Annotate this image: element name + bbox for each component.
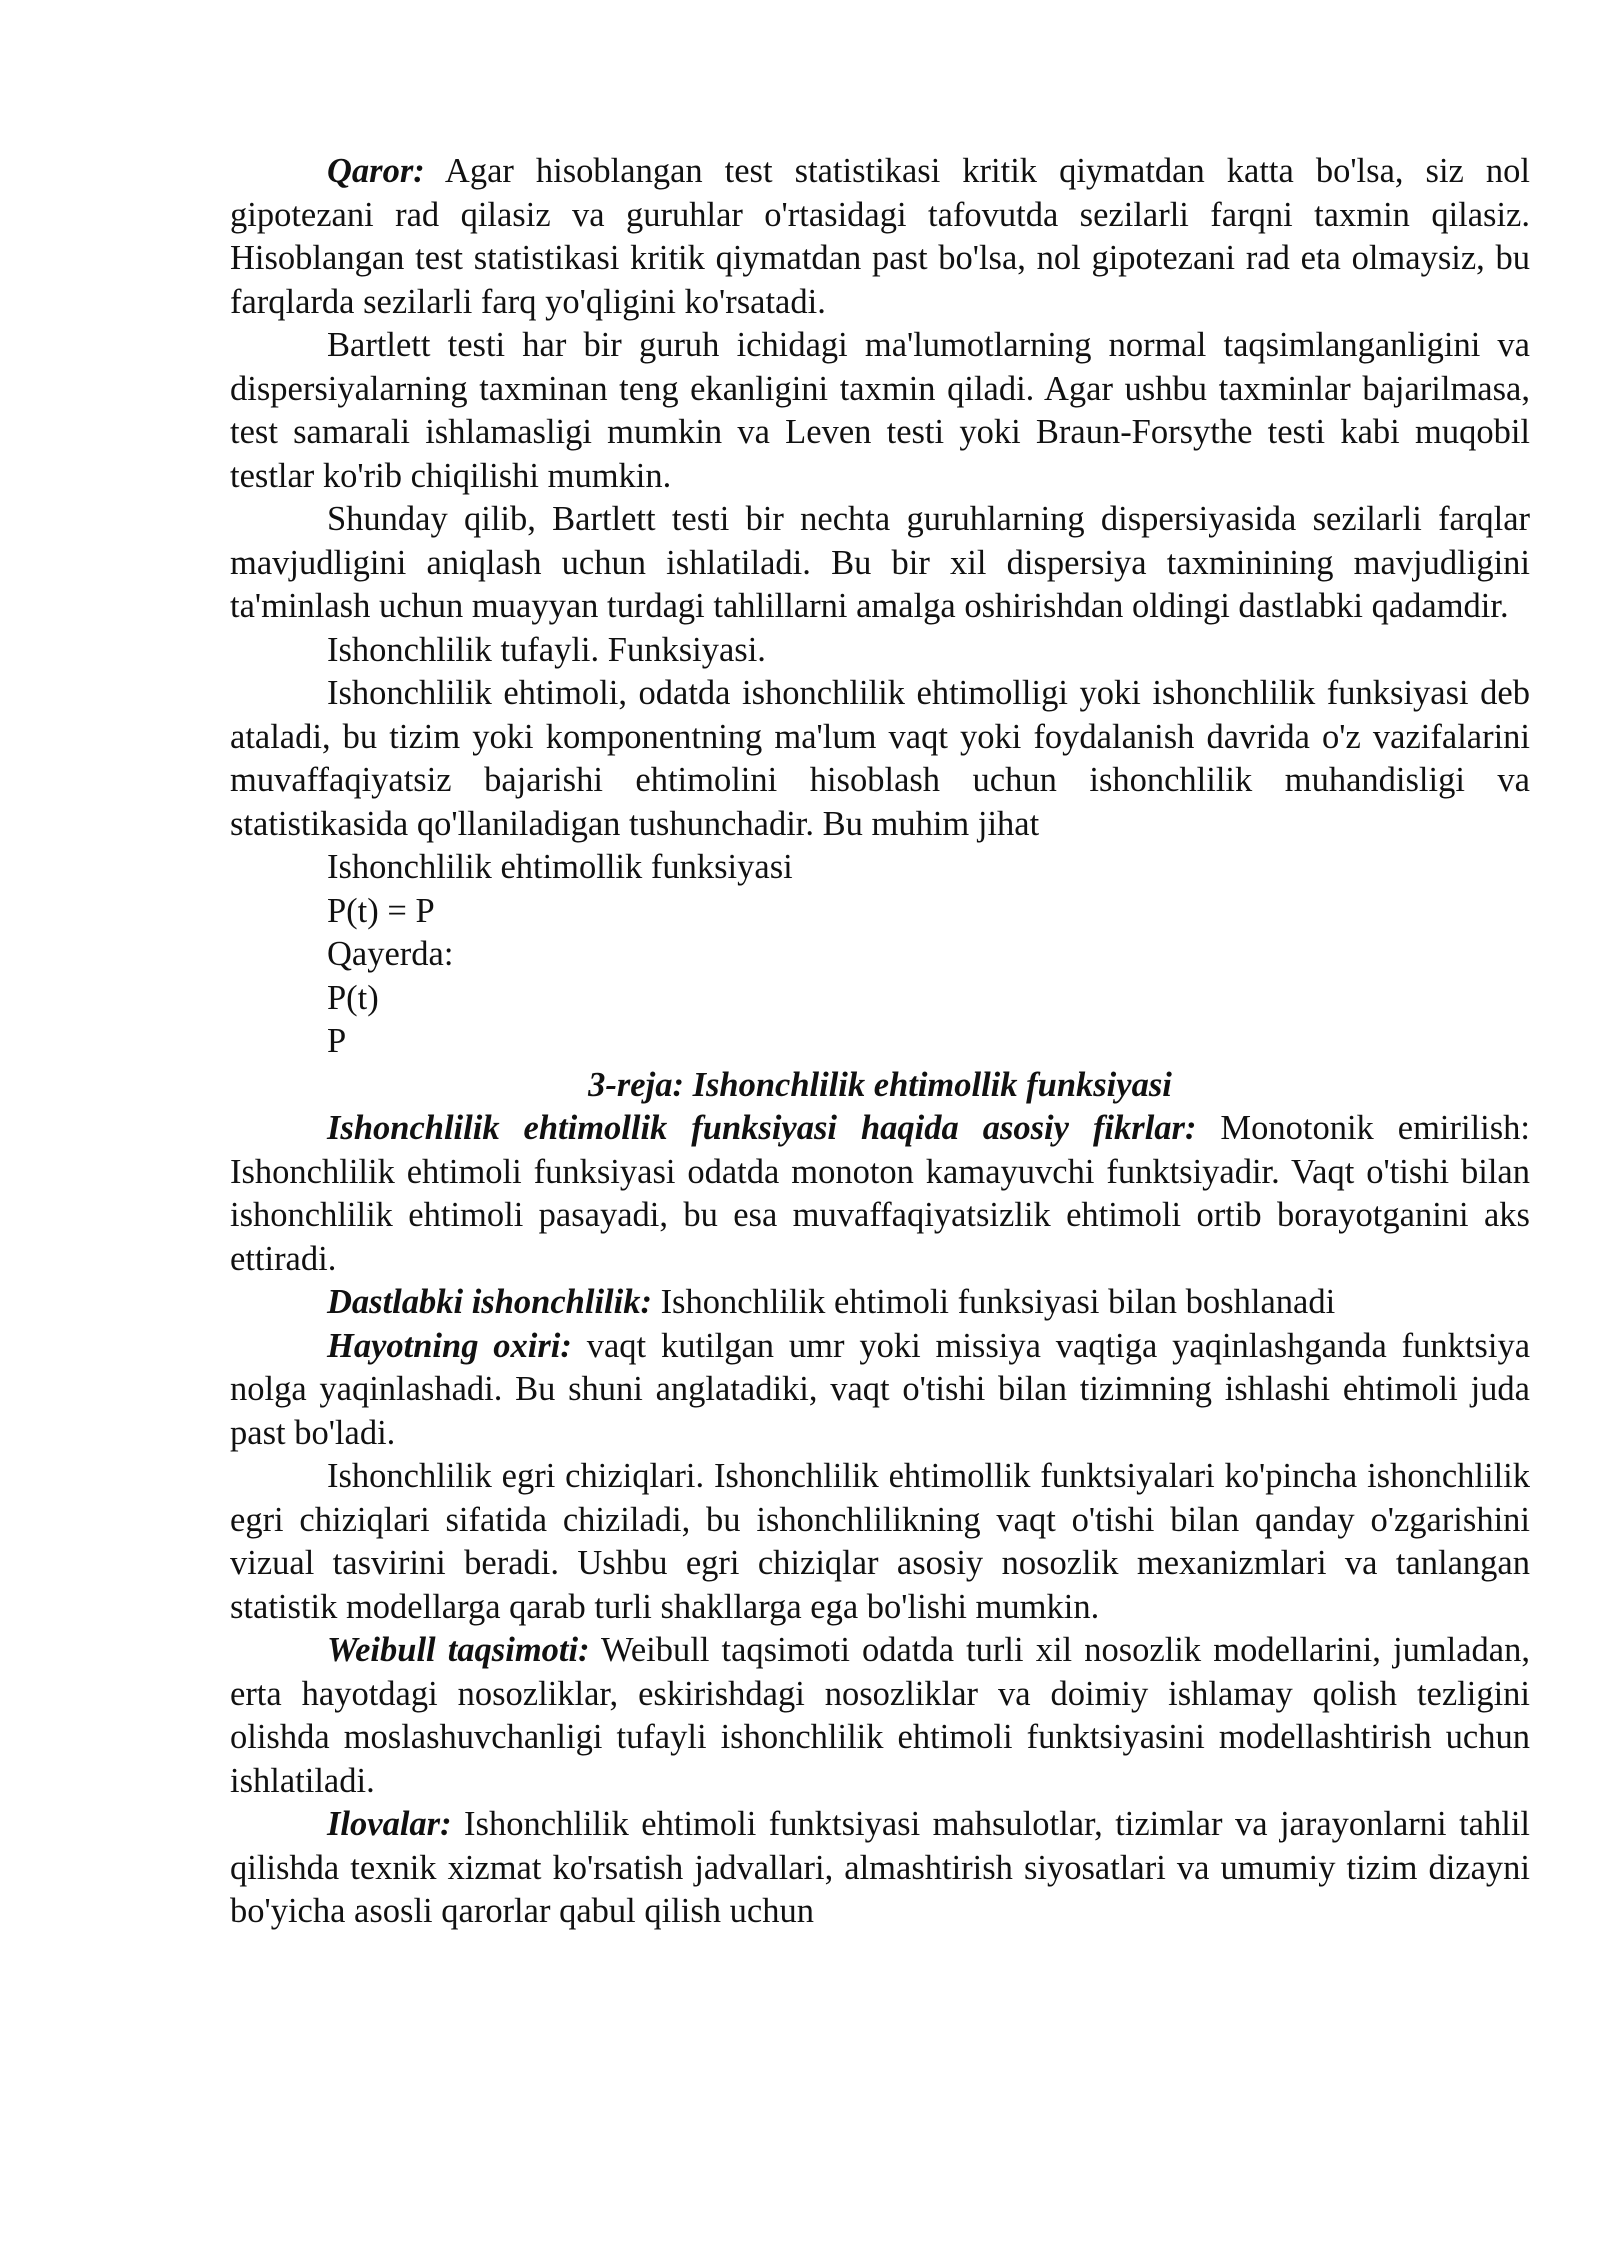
formula-caption [230, 846, 1530, 890]
paragraph-text: P(t) = P [327, 891, 435, 930]
paragraph-lead: Dastlabki ishonchlilik: [327, 1283, 652, 1321]
paragraph-text: Ishonchlilik egri chiziqlari. Ishonchlilik ehtimollik funktsiyalari ko'pincha ishonchlilik egri chiziqlari sifatida chiziladi, bu ishonchlilikning vaqt o'tishi bilan qanday o'zgarishini vizual tasvirini beradi. Ushbu egri chiziqlar asosiy nosozlik mexanizmlari va tanlangan statistik modellarga qarab turli shakllarga ega bo'lishi mumkin. [230, 1457, 1530, 1626]
paragraph-qaror [230, 150, 1530, 324]
formula-where [230, 933, 1530, 977]
paragraph-text: Ishonchlilik ehtimollik funksiyasi [327, 848, 793, 886]
paragraph-text: Bartlett testi har bir guruh ichidagi ma'lumotlarning normal taqsimlanganligini va dispersiyalarning taxminan teng ekanligini taxmin qiladi. Agar ushbu taxminlar bajarilmasa, test samarali ishlamasligi mumkin va Leven testi yoki Braun-Forsythe testi kabi muqobil testlar ko'rib chiqilishi mumkin. [230, 326, 1530, 495]
paragraph-text: Shunday qilib, Bartlett testi bir nechta guruhlarning dispersiyasida sezilarli farqlar mavjudligini aniqlash uchun ishlatiladi. Bu bir xil dispersiya taxminining mavjudligini ta'minlash uchun muayyan turdagi tahlillarni amalga oshirishdan oldingi dastlabki qadamdir. [230, 500, 1530, 625]
paragraph-text: Monotonik emirilish: Ishonchlilik ehtimoli funksiyasi odatda monoton kamayuvchi funktsiyadir. Vaqt o'tishi bilan ishonchlilik ehtimoli pasayadi, bu esa muvaffaqiyatsizlik ehtimoli ortib borayotganini aks ettiradi. [230, 1109, 1530, 1278]
paragraph-text: P [327, 1022, 347, 1060]
paragraph-applications [230, 1803, 1530, 1934]
paragraph-lead: Ilovalar: [327, 1805, 452, 1843]
paragraph-reliability-curves [230, 1455, 1530, 1629]
paragraph-lead: Hayotning oxiri: [327, 1326, 572, 1365]
paragraph-text: P(t) [327, 978, 379, 1017]
formula-symbol-p [230, 1020, 1530, 1064]
paragraph-bartlett-summary [230, 498, 1530, 629]
section-heading [230, 1064, 1530, 1108]
paragraph-text: Agar hisoblangan test statistikasi kritik qiymatdan katta bo'lsa, siz nol gipotezani rad qilasiz va guruhlar o'rtasidagi tafovutda sezilarli farqni taxmin qilasiz. Hisoblangan test statistikasi kritik qiymatdan past bo'lsa, nol gipotezani rad eta olmaysiz, bu farqlarda sezilarli farq yo'qligini ko'rsatadi. [230, 152, 1530, 321]
paragraph-lead: Weibull taqsimoti: [327, 1631, 590, 1669]
paragraph-text: Ishonchlilik tufayli. Funksiyasi. [327, 630, 766, 669]
paragraph-text: Qayerda: [327, 935, 454, 973]
paragraph-text: vaqt kutilgan umr yoki missiya vaqtiga yaqinlashganda funktsiya nolga yaqinlashadi. Bu shuni anglatadiki, vaqt o'tishi bilan tizimning ishlashi ehtimoli juda past bo'ladi. [230, 1326, 1531, 1452]
document-page [230, 150, 1530, 1934]
paragraph-text: Ishonchlilik ehtimoli funktsiyasi mahsulotlar, tizimlar va jarayonlarni tahlil qilishda texnik xizmat ko'rsatish jadvallari, almashtirish siyosatlari va umumiy tizim dizayni bo'yicha asosli qarorlar qabul qilish uchun [230, 1805, 1530, 1930]
heading-text: 3-reja: Ishonchlilik ehtimollik funksiyasi [588, 1065, 1172, 1104]
paragraph-initial-reliability [230, 1281, 1530, 1325]
paragraph-reliability-intro [230, 672, 1530, 846]
formula [230, 890, 1530, 934]
paragraph-bartlett-assumptions [230, 324, 1530, 498]
paragraph-text: Ishonchlilik ehtimoli funksiyasi bilan boshlanadi [651, 1283, 1336, 1321]
paragraph-text: Ishonchlilik ehtimoli, odatda ishonchlilik ehtimolligi yoki ishonchlilik funksiyasi deb ataladi, bu tizim yoki komponentning ma'lum vaqt yoki foydalanish davrida o'z vazifalarini muvaffaqiyatsiz bajarishi ehtimolini hisoblash uchun ishonchlilik muhandisligi va statistikasida qo'llaniladigan tushunchadir. Bu muhim jihat [230, 674, 1530, 843]
paragraph-lead: Ishonchlilik ehtimollik funksiyasi haqida asosiy fikrlar: [327, 1109, 1197, 1147]
paragraph-end-of-life [230, 1325, 1530, 1456]
paragraph-weibull [230, 1629, 1530, 1803]
paragraph-lead: Qaror: [327, 152, 425, 190]
paragraph-key-points [230, 1107, 1530, 1281]
paragraph-text: Weibull taqsimoti odatda turli xil nosozlik modellarini, jumladan, erta hayotdagi nosozliklar, eskirishdagi nosozliklar va doimiy ishlamay qolish tezligini olishda moslashuvchanligi tufayli ishonchlilik ehtimoli funktsiyasini modellashtirish uchun ishlatiladi. [230, 1631, 1530, 1800]
section-label [230, 629, 1530, 673]
formula-symbol-pt [230, 977, 1530, 1021]
